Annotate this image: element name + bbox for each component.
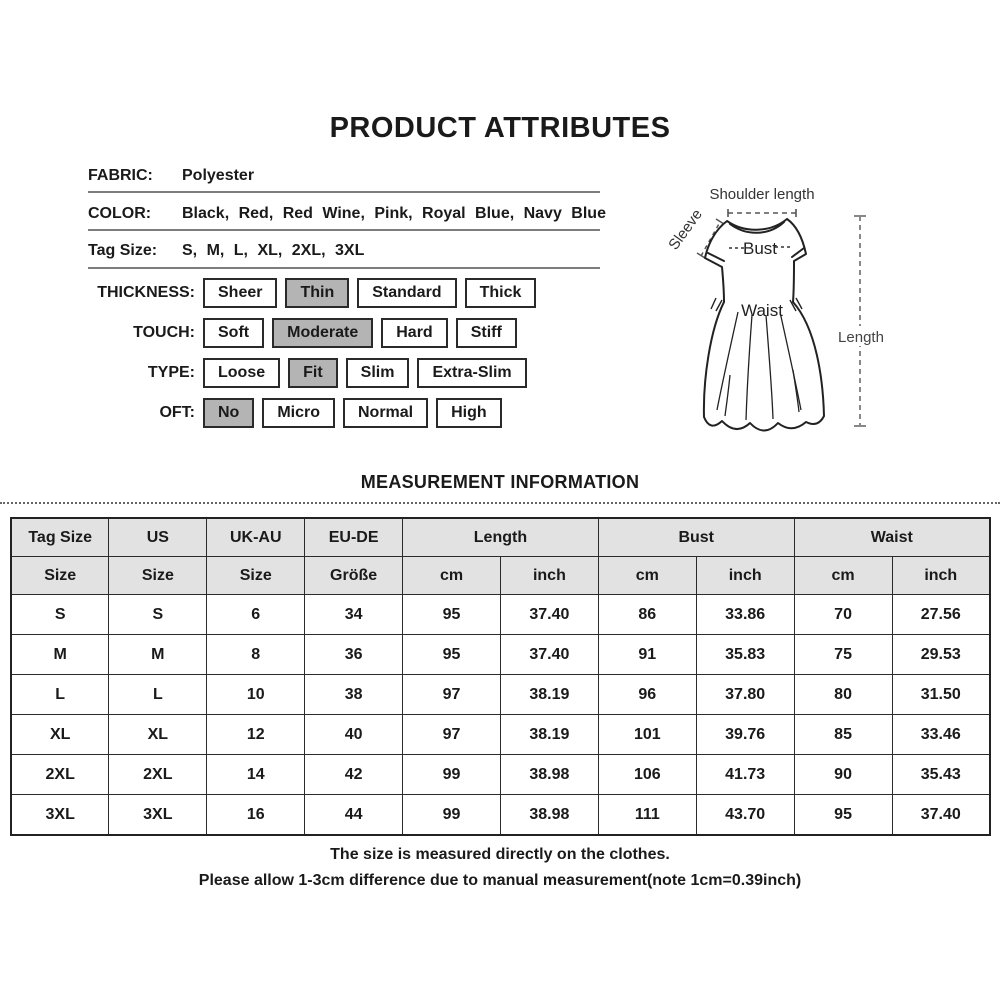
header-eu-de: EU-DE xyxy=(305,518,403,557)
table-cell: 37.40 xyxy=(892,795,990,836)
fabric-label: FABRIC: xyxy=(88,167,153,184)
subheader-cm: cm xyxy=(598,557,696,595)
table-row-l xyxy=(11,675,990,715)
note-allowance: Please allow 1-3cm difference due to manual measurement(note 1cm=0.39inch) xyxy=(198,872,802,889)
length-measure-line xyxy=(854,216,866,426)
table-cell: 37.80 xyxy=(696,675,794,715)
table-cell: 111 xyxy=(598,795,696,836)
table-cell: 38.19 xyxy=(500,715,598,755)
option-moderate[interactable]: Moderate xyxy=(272,318,373,348)
header-us: US xyxy=(109,518,207,557)
option-high[interactable]: High xyxy=(436,398,502,428)
table-cell: XL xyxy=(109,715,207,755)
table-cell: 99 xyxy=(403,755,501,795)
option-slim[interactable]: Slim xyxy=(346,358,410,388)
table-cell: 35.83 xyxy=(696,635,794,675)
table-cell: L xyxy=(109,675,207,715)
fabric-value: Polyester xyxy=(182,167,255,184)
table-cell: 80 xyxy=(794,675,892,715)
table-cell: 12 xyxy=(207,715,305,755)
table-cell: 86 xyxy=(598,595,696,635)
table-cell: S xyxy=(11,595,109,635)
thickness-label: THICKNESS: xyxy=(97,284,195,301)
touch-label: TOUCH: xyxy=(133,324,195,341)
option-loose[interactable]: Loose xyxy=(203,358,280,388)
dotted-divider xyxy=(0,502,1000,504)
table-cell: 6 xyxy=(207,595,305,635)
table-row-m xyxy=(11,635,990,675)
dress-diagram xyxy=(650,170,970,470)
oft-label: OFT: xyxy=(159,404,195,421)
shoulder-length-label: Shoulder length xyxy=(709,186,815,203)
table-cell: 36 xyxy=(305,635,403,675)
table-cell: 10 xyxy=(207,675,305,715)
table-cell: 75 xyxy=(794,635,892,675)
table-cell: 70 xyxy=(794,595,892,635)
subheader-size: Size xyxy=(207,557,305,595)
subheader-cm: cm xyxy=(794,557,892,595)
table-cell: L xyxy=(11,675,109,715)
page-title: PRODUCT ATTRIBUTES xyxy=(329,112,671,144)
table-cell: 41.73 xyxy=(696,755,794,795)
table-cell: 27.56 xyxy=(892,595,990,635)
table-cell: 90 xyxy=(794,755,892,795)
option-extra-slim[interactable]: Extra-Slim xyxy=(417,358,526,388)
type-row xyxy=(0,357,527,389)
table-row-2xl xyxy=(11,755,990,795)
table-cell: 39.76 xyxy=(696,715,794,755)
table-cell: 29.53 xyxy=(892,635,990,675)
table-cell: 96 xyxy=(598,675,696,715)
table-cell: 3XL xyxy=(11,795,109,836)
option-micro[interactable]: Micro xyxy=(262,398,335,428)
table-cell: S xyxy=(109,595,207,635)
table-cell: 33.46 xyxy=(892,715,990,755)
oft-row xyxy=(0,397,502,429)
header-uk-au: UK-AU xyxy=(207,518,305,557)
subheader-inch: inch xyxy=(892,557,990,595)
subheader-inch: inch xyxy=(500,557,598,595)
header-bust: Bust xyxy=(598,518,794,557)
subheader-size: Size xyxy=(11,557,109,595)
measurement-table xyxy=(10,517,991,836)
table-cell: 33.86 xyxy=(696,595,794,635)
note-measured: The size is measured directly on the clothes. xyxy=(330,846,670,863)
table-cell: 101 xyxy=(598,715,696,755)
table-cell: 2XL xyxy=(109,755,207,795)
table-cell: 95 xyxy=(794,795,892,836)
header-length: Length xyxy=(403,518,599,557)
table-cell: 44 xyxy=(305,795,403,836)
table-cell: 34 xyxy=(305,595,403,635)
option-thick[interactable]: Thick xyxy=(465,278,537,308)
option-hard[interactable]: Hard xyxy=(381,318,447,348)
table-cell: 35.43 xyxy=(892,755,990,795)
subheader-size: Size xyxy=(109,557,207,595)
option-fit[interactable]: Fit xyxy=(288,358,338,388)
table-cell: 85 xyxy=(794,715,892,755)
divider xyxy=(88,191,600,193)
header-waist: Waist xyxy=(794,518,990,557)
option-normal[interactable]: Normal xyxy=(343,398,428,428)
table-cell: 31.50 xyxy=(892,675,990,715)
header-tag-size: Tag Size xyxy=(11,518,109,557)
touch-row xyxy=(0,317,517,349)
tagsize-value: S, M, L, XL, 2XL, 3XL xyxy=(182,242,365,259)
table-cell: 43.70 xyxy=(696,795,794,836)
subheader-cm: cm xyxy=(403,557,501,595)
table-cell: 38.98 xyxy=(500,795,598,836)
table-cell: 97 xyxy=(403,675,501,715)
table-cell: 3XL xyxy=(109,795,207,836)
table-cell: 37.40 xyxy=(500,595,598,635)
divider xyxy=(88,229,600,231)
option-sheer[interactable]: Sheer xyxy=(203,278,277,308)
waist-label: Waist xyxy=(741,301,783,320)
table-header-row-1 xyxy=(11,518,990,557)
fabric-row xyxy=(88,167,608,185)
table-row-s xyxy=(11,595,990,635)
measurement-title: MEASUREMENT INFORMATION xyxy=(360,472,640,492)
subheader-groesse: Größe xyxy=(305,557,403,595)
sleeve-label: Sleeve xyxy=(665,206,706,254)
table-cell: 91 xyxy=(598,635,696,675)
table-cell: 40 xyxy=(305,715,403,755)
option-standard[interactable]: Standard xyxy=(357,278,456,308)
option-no[interactable]: No xyxy=(203,398,254,428)
tagsize-row xyxy=(88,242,608,260)
color-value: Black, Red, Red Wine, Pink, Royal Blue, Navy Blue xyxy=(182,205,606,222)
color-label: COLOR: xyxy=(88,205,152,222)
table-cell: 97 xyxy=(403,715,501,755)
tagsize-label: Tag Size: xyxy=(88,242,158,259)
option-soft[interactable]: Soft xyxy=(203,318,264,348)
option-stiff[interactable]: Stiff xyxy=(456,318,517,348)
subheader-inch: inch xyxy=(696,557,794,595)
table-cell: 38.19 xyxy=(500,675,598,715)
table-cell: M xyxy=(11,635,109,675)
table-cell: XL xyxy=(11,715,109,755)
table-cell: 37.40 xyxy=(500,635,598,675)
type-label: TYPE: xyxy=(147,364,195,381)
color-row xyxy=(88,205,608,223)
table-row-xl xyxy=(11,715,990,755)
table-cell: 38.98 xyxy=(500,755,598,795)
length-label: Length xyxy=(838,329,884,346)
table-cell: 2XL xyxy=(11,755,109,795)
table-cell: 8 xyxy=(207,635,305,675)
table-cell: M xyxy=(109,635,207,675)
table-cell: 99 xyxy=(403,795,501,836)
table-cell: 38 xyxy=(305,675,403,715)
thickness-row xyxy=(0,277,536,309)
table-cell: 106 xyxy=(598,755,696,795)
table-cell: 95 xyxy=(403,595,501,635)
bust-label: Bust xyxy=(742,239,778,258)
table-cell: 14 xyxy=(207,755,305,795)
table-cell: 42 xyxy=(305,755,403,795)
divider xyxy=(88,267,600,269)
option-thin[interactable]: Thin xyxy=(285,278,349,308)
table-header-row-2 xyxy=(11,557,990,595)
table-cell: 95 xyxy=(403,635,501,675)
table-cell: 16 xyxy=(207,795,305,836)
shoulder-measure-line xyxy=(728,209,796,217)
table-row-3xl xyxy=(11,795,990,836)
